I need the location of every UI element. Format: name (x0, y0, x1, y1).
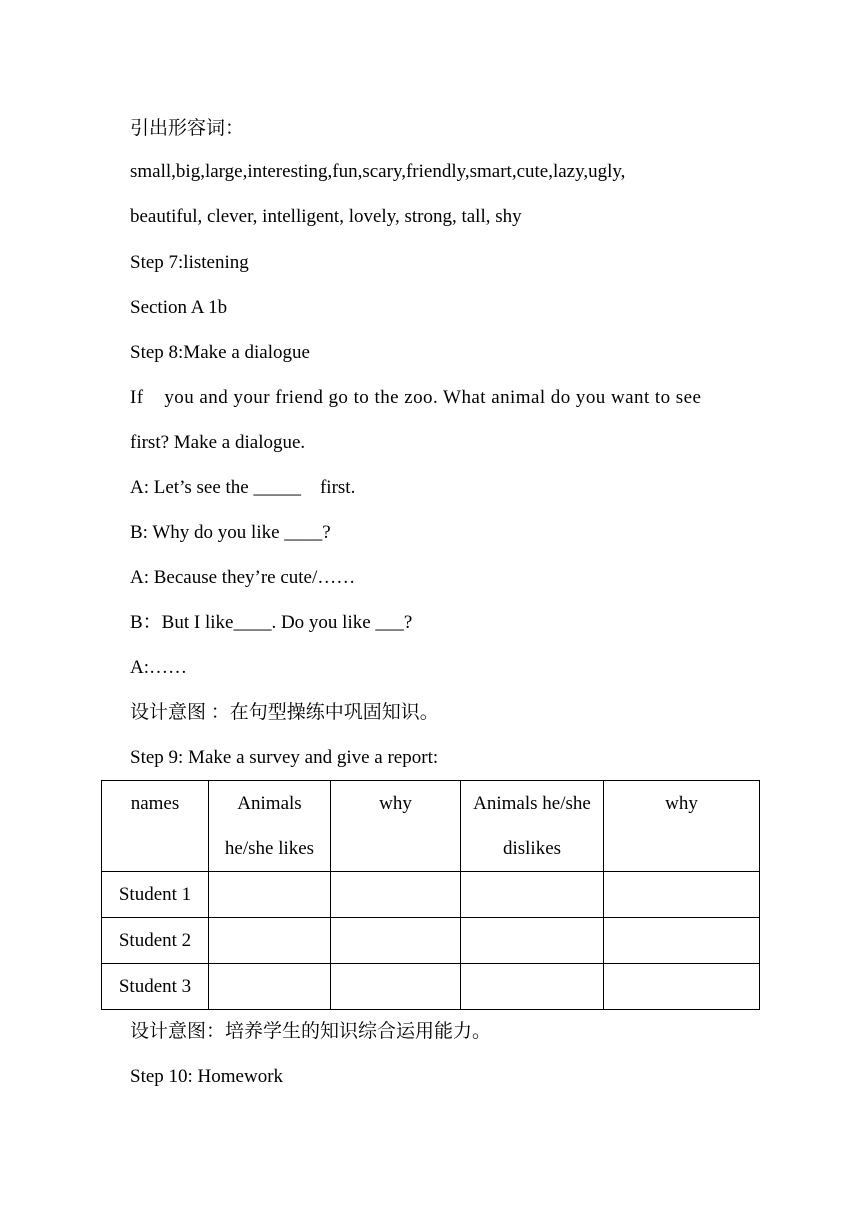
adjective-list-line-2: beautiful, clever, intelligent, lovely, strong, tall, shy (130, 206, 522, 227)
prompt-text: If you and your friend go to the zoo. What animal do you want to see (130, 387, 702, 408)
survey-table (101, 780, 760, 1010)
step-7-heading: Step 7:listening (130, 252, 249, 273)
student-name-cell: Student 1 (102, 872, 209, 918)
blank-cell (604, 964, 760, 1010)
blank-cell (331, 918, 461, 964)
header-why-likes: why (331, 781, 461, 872)
adjective-intro: 引出形容词： (130, 118, 245, 139)
header-why-dislikes: why (604, 781, 760, 872)
blank-cell (461, 918, 604, 964)
table-row (102, 918, 760, 964)
dialogue-line-3: A: Because they’re cute/…… (130, 567, 356, 588)
step-8-heading: Step 8:Make a dialogue (130, 342, 310, 363)
adjective-list-line-1: small,big,large,interesting,fun,scary,friendly,smart,cute,lazy,ugly, (130, 161, 626, 182)
step-10-heading: Step 10: Homework (130, 1066, 284, 1087)
step-9-heading: Step 9: Make a survey and give a report: (130, 747, 439, 768)
header-animals-likes: Animals he/she likes (209, 781, 331, 872)
blank-cell (604, 872, 760, 918)
student-name-cell: Student 2 (102, 918, 209, 964)
header-names: names (102, 781, 209, 872)
section-label: Section A 1b (130, 297, 228, 318)
header-animals-dislikes: Animals he/she dislikes (461, 781, 604, 872)
design-intent-1: 设计意图 ：在句型操练中巩固知识。 (130, 702, 439, 723)
design-intent-2: 设计意图：培养学生的知识综合运用能力。 (130, 1021, 492, 1042)
blank-cell (331, 964, 461, 1010)
dialogue-prompt-line-1 (130, 386, 732, 410)
blank-cell (461, 872, 604, 918)
blank-cell (331, 872, 461, 918)
dialogue-line-2: B: Why do you like ____? (130, 522, 331, 543)
blank-cell (209, 872, 331, 918)
student-name-cell: Student 3 (102, 964, 209, 1010)
table-row (102, 872, 760, 918)
blank-cell (209, 918, 331, 964)
dialogue-line-5: A:…… (130, 657, 187, 678)
blank-cell (461, 964, 604, 1010)
dialogue-prompt-line-2: first? Make a dialogue. (130, 432, 306, 453)
table-header-row (102, 781, 760, 872)
blank-cell (604, 918, 760, 964)
blank-cell (209, 964, 331, 1010)
table-row (102, 964, 760, 1010)
dialogue-line-1: A: Let’s see the _____ first. (130, 477, 356, 498)
dialogue-line-4: B：But I like____. Do you like ___? (130, 612, 413, 633)
